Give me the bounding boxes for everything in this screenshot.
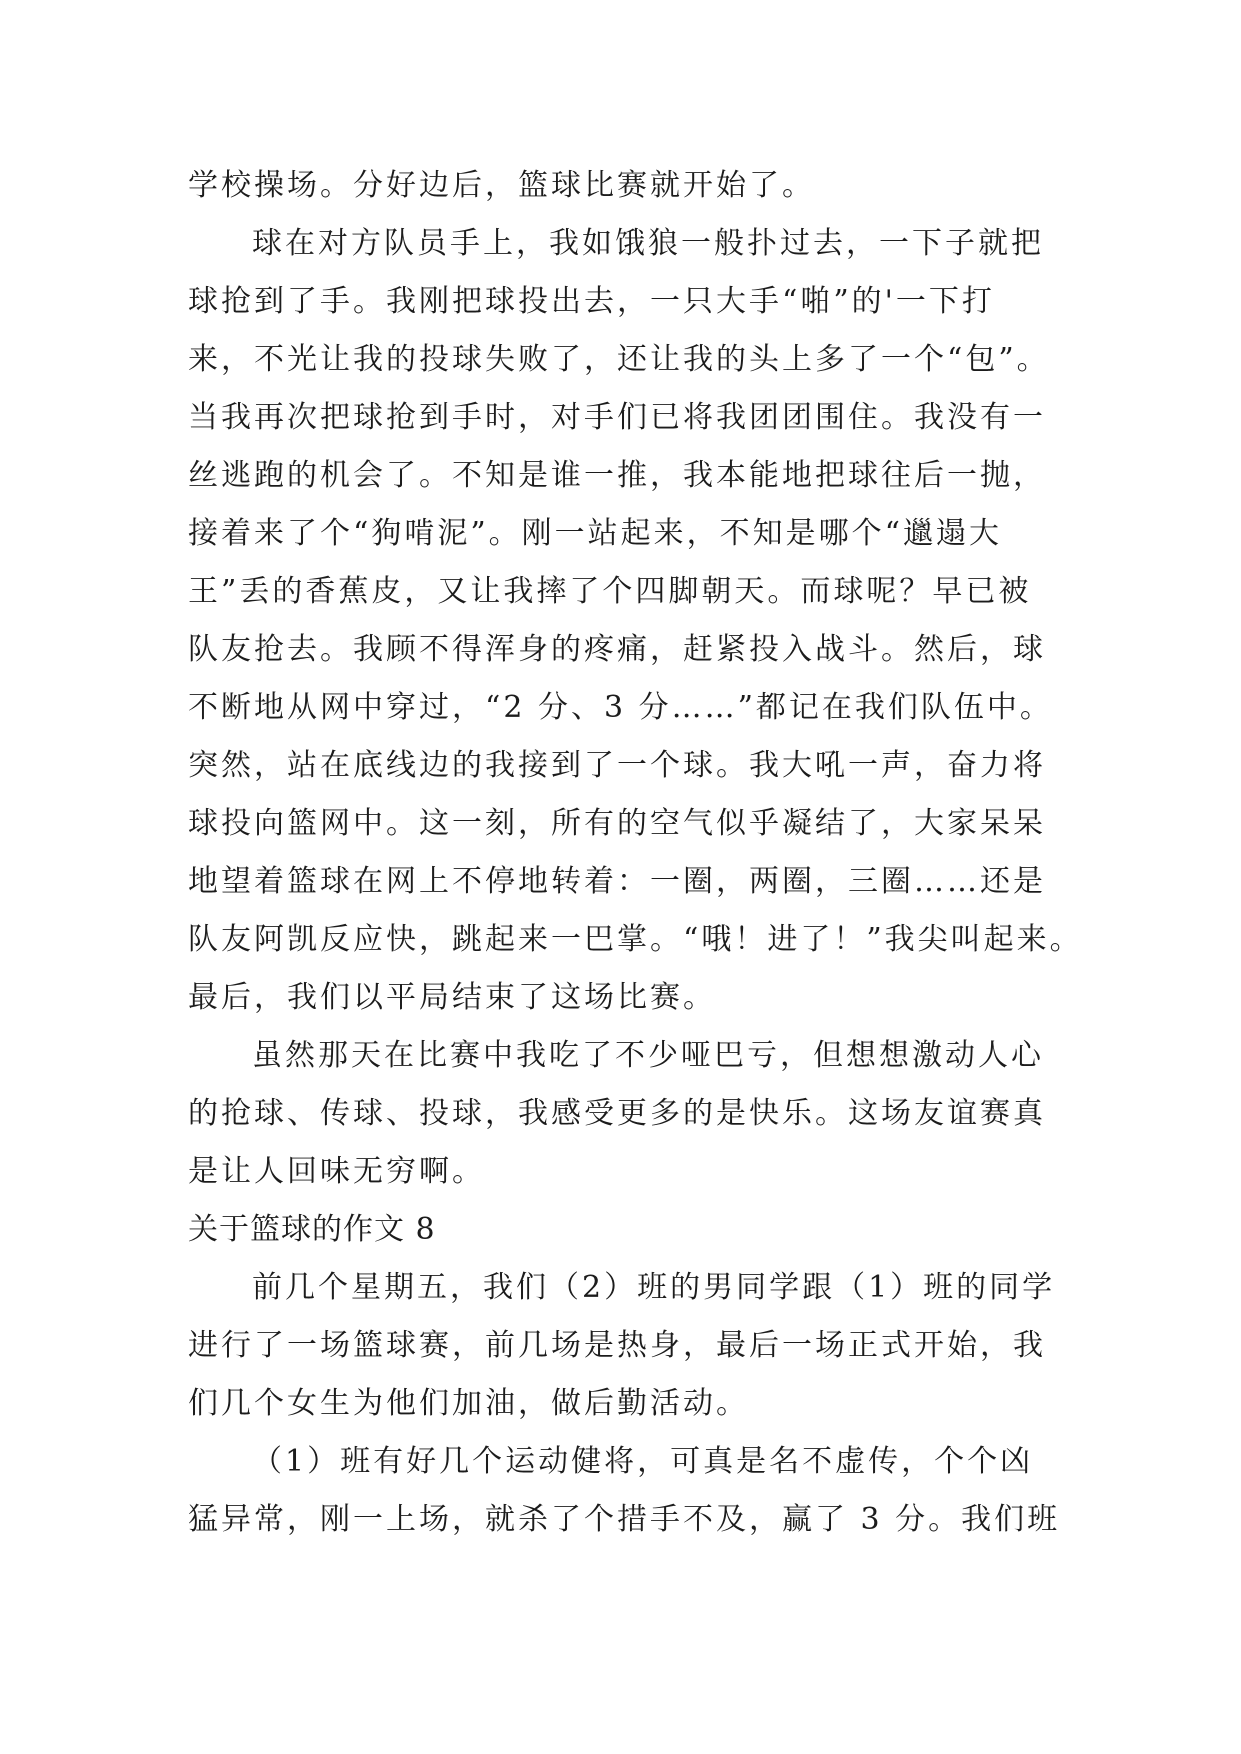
section-title: 关于篮球的作文 8 <box>188 1212 436 1247</box>
text-line: 丝逃跑的机会了。不知是谁一推，我本能地把球往后一抛， <box>188 458 1046 493</box>
text-line: 球投向篮网中。这一刻，所有的空气似乎凝结了，大家呆呆 <box>188 806 1046 841</box>
text-line: 队友抢去。我顾不得浑身的疼痛，赶紧投入战斗。然后，球 <box>188 632 1046 667</box>
text-line: （1）班有好几个运动健将，可真是名不虚传，个个凶 <box>252 1444 1034 1479</box>
text-line: 是让人回味无穷啊。 <box>188 1154 485 1189</box>
text-line: 最后，我们以平局结束了这场比赛。 <box>188 980 716 1015</box>
text-line: 球抢到了手。我刚把球投出去，一只大手“啪”的'一下打 <box>188 284 995 319</box>
paragraph-5 <box>188 1433 1068 1549</box>
paragraph-4 <box>188 1259 1068 1433</box>
text-line: 学校操场。分好边后，篮球比赛就开始了。 <box>188 168 815 203</box>
text-line: 前几个星期五，我们（2）班的男同学跟（1）班的同学 <box>252 1270 1056 1305</box>
text-line: 虽然那天在比赛中我吃了不少哑巴亏，但想想激动人心 <box>252 1038 1044 1073</box>
paragraph-1 <box>188 157 1068 215</box>
paragraph-3 <box>188 1027 1068 1201</box>
text-line: 来，不光让我的投球失败了，还让我的头上多了一个“包”。 <box>188 342 1050 377</box>
text-line: 不断地从网中穿过，“2 分、3 分……”都记在我们队伍中。 <box>188 690 1053 725</box>
text-line: 猛异常，刚一上场，就杀了个措手不及，赢了 3 分。我们班 <box>188 1502 1061 1537</box>
text-line: 突然，站在底线边的我接到了一个球。我大吼一声，奋力将 <box>188 748 1046 783</box>
text-line: 当我再次把球抢到手时，对手们已将我团团围住。我没有一 <box>188 400 1046 435</box>
text-line: 的抢球、传球、投球，我感受更多的是快乐。这场友谊赛真 <box>188 1096 1046 1131</box>
text-line: 王”丢的香蕉皮，又让我摔了个四脚朝天。而球呢？早已被 <box>188 574 1032 609</box>
article-body <box>188 157 1083 1549</box>
paragraph-2 <box>188 215 1083 1027</box>
section-heading <box>188 1201 1068 1259</box>
text-line: 队友阿凯反应快，跳起来一巴掌。“哦！进了！”我尖叫起来。 <box>188 922 1083 957</box>
text-line: 进行了一场篮球赛，前几场是热身，最后一场正式开始，我 <box>188 1328 1046 1363</box>
text-line: 接着来了个“狗啃泥”。刚一站起来，不知是哪个“邋遢大 <box>188 516 1003 551</box>
text-line: 们几个女生为他们加油，做后勤活动。 <box>188 1386 749 1421</box>
text-line: 球在对方队员手上，我如饿狼一般扑过去，一下子就把 <box>252 226 1044 261</box>
text-line: 地望着篮球在网上不停地转着：一圈，两圈，三圈……还是 <box>188 864 1046 899</box>
